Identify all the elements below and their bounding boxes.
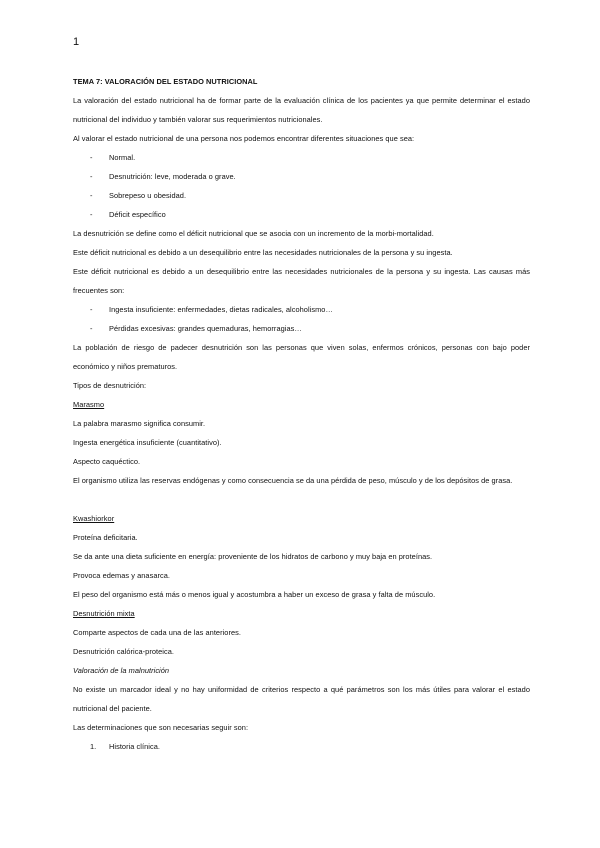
situation-item	[73, 186, 530, 205]
marasmo-line: El organismo utiliza las reservas endógenas y como consecuencia se da una pérdida de peso, músculo y de los depósitos de grasa.	[73, 476, 513, 485]
cause-text: Ingesta insuficiente: enfermedades, dietas radicales, alcoholismo…	[109, 305, 333, 314]
bullet-dash: -	[90, 210, 93, 219]
risk-paragraph: La población de riesgo de padecer desnutrición son las personas que viven solas, enfermos crónicos, personas con bajo poder económico y niños prematuros.	[73, 343, 530, 371]
bullet-dash: -	[90, 305, 93, 314]
situation-text: Desnutrición: leve, moderada o grave.	[109, 172, 236, 181]
document-body	[73, 72, 530, 756]
document-title: TEMA 7: VALORACIÓN DEL ESTADO NUTRICIONAL	[73, 77, 258, 86]
kwashiorkor-line: Proteína deficitaria.	[73, 533, 138, 542]
mixta-heading: Desnutrición mixta	[73, 609, 135, 618]
kwashiorkor-line: Se da ante una dieta suficiente en energía: proveniente de los hidratos de carbono y muy baja en proteínas.	[73, 552, 433, 561]
situation-text: Déficit específico	[109, 210, 166, 219]
bullet-dash: -	[90, 324, 93, 333]
item-text: Historia clínica.	[109, 742, 160, 751]
desnutricion-paragraph: Este déficit nutricional es debido a un desequilibrio entre las necesidades nutricionales de la persona y su ingesta.	[73, 248, 453, 257]
item-number: 1.	[90, 742, 97, 751]
blank-line	[73, 490, 530, 509]
valoracion-line: No existe un marcador ideal y no hay uniformidad de criterios respecto a qué parámetros son los más útiles para valorar el estado nutricional del paciente.	[73, 685, 530, 713]
marasmo-line: Aspecto caquéctico.	[73, 457, 141, 466]
situation-text: Normal.	[109, 153, 136, 162]
situation-item	[73, 148, 530, 167]
types-heading: Tipos de desnutrición:	[73, 381, 147, 390]
bullet-dash: -	[90, 191, 93, 200]
cause-item	[73, 319, 530, 338]
bullet-dash: -	[90, 153, 93, 162]
desnutricion-paragraph: Este déficit nutricional es debido a un desequilibrio entre las necesidades nutricionales de la persona y su ingesta. Las causas más frecuentes son:	[73, 267, 530, 295]
situation-text: Sobrepeso u obesidad.	[109, 191, 187, 200]
marasmo-line: La palabra marasmo significa consumir.	[73, 419, 206, 428]
marasmo-line: Ingesta energética insuficiente (cuantitativo).	[73, 438, 222, 447]
bullet-dash: -	[90, 172, 93, 181]
numbered-item	[73, 737, 530, 756]
kwashiorkor-line: Provoca edemas y anasarca.	[73, 571, 171, 580]
cause-text: Pérdidas excesivas: grandes quemaduras, hemorragias…	[109, 324, 302, 333]
cause-item	[73, 300, 530, 319]
marasmo-heading: Marasmo	[73, 400, 105, 409]
intro-paragraph: La valoración del estado nutricional ha de formar parte de la evaluación clínica de los pacientes ya que permite determinar el estado nutricional del individuo y también valorar sus requerimientos nutricionales.	[73, 96, 530, 124]
mixta-line: Desnutrición calórica-proteica.	[73, 647, 174, 656]
page-number: 1	[73, 36, 80, 48]
desnutricion-paragraph: La desnutrición se define como el déficit nutricional que se asocia con un incremento de la morbi-mortalidad.	[73, 229, 434, 238]
situation-item	[73, 205, 530, 224]
intro-paragraph: Al valorar el estado nutricional de una persona nos podemos encontrar diferentes situaciones que sea:	[73, 134, 415, 143]
valoracion-line: Las determinaciones que son necesarias seguir son:	[73, 723, 249, 732]
valoracion-heading: Valoración de la malnutrición	[73, 666, 170, 675]
mixta-line: Comparte aspectos de cada una de las anteriores.	[73, 628, 241, 637]
kwashiorkor-heading: Kwashiorkor	[73, 514, 115, 523]
kwashiorkor-line: El peso del organismo está más o menos igual y acostumbra a haber un exceso de grasa y falta de músculo.	[73, 590, 436, 599]
situation-item	[73, 167, 530, 186]
